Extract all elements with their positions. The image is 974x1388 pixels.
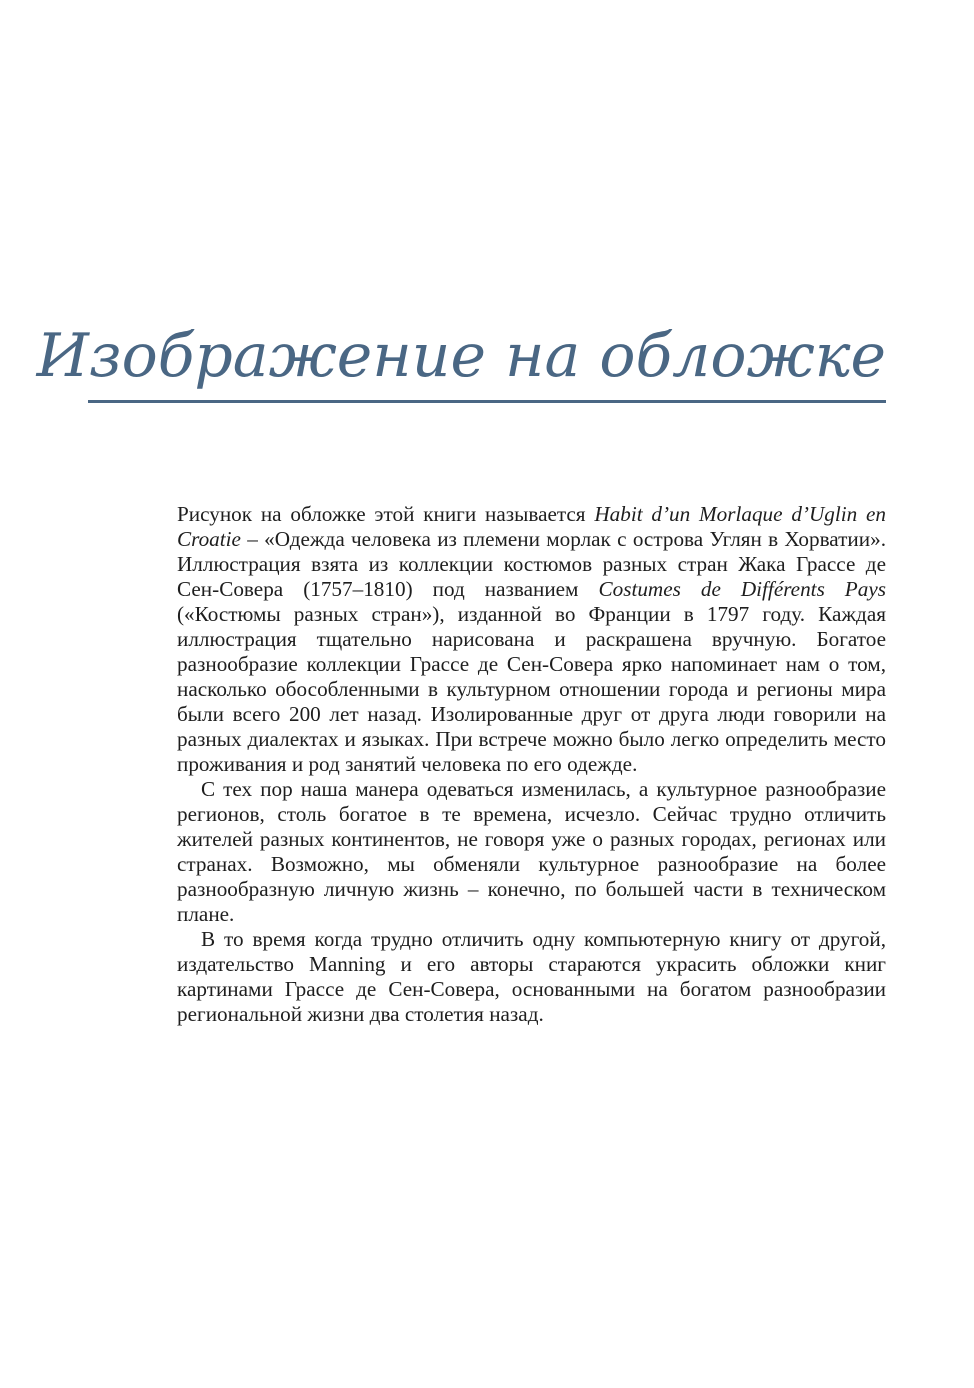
artwork-title-french: Habit d’un Morlaque d’Uglin en Croatie xyxy=(177,502,887,551)
chapter-title: Изображение на обложке xyxy=(36,321,886,391)
paragraph-3: В то время когда трудно отличить одну компьютерную книгу от другой, издательство Manning и его авторы стараются украсить обложки книг картинами Грассе де Сен-Совера, основанными на богатом разнообразии региональной жизни два столетия назад. xyxy=(177,927,886,1026)
paragraph-1-text-a: Рисунок на обложке этой книги называется xyxy=(177,502,595,526)
paragraph-1 xyxy=(177,502,886,777)
paragraph-1-text-b: – «Одежда человека из племени морлак с острова Углян в Хорватии». Иллюстрация взята из коллекции костюмов разных стран Жака Грассе де Сен-Совера (1757–1810) под названием xyxy=(177,527,886,601)
title-underline xyxy=(88,400,886,403)
paragraph-1-text-c: («Костюмы разных стран»), изданной во Франции в 1797 году. Каждая иллюстрация тщательно нарисована и раскрашена вручную. Богатое разнообразие коллекции Грассе де Сен-Совера ярко напоминает нам о том, насколько обособленными в культурном отношении города и регионы мира были всего 200 лет назад. Изолированные друг от друга люди говорили на разных диалектах и языках. При встрече можно было легко определить место проживания и род занятий человека по его одежде. xyxy=(177,602,886,776)
body-text xyxy=(177,502,886,1027)
collection-title-french: Costumes de Différents Pays xyxy=(598,577,886,601)
paragraph-2: С тех пор наша манера одеваться изменилась, а культурное разнообразие регионов, столь богатое в те времена, исчезло. Сейчас трудно отличить жителей разных континентов, не говоря уже о разных городах, регионах или странах. Возможно, мы обменяли культурное разнообразие на более разнообразную личную жизнь – конечно, по большей части в техническом плане. xyxy=(177,777,886,926)
